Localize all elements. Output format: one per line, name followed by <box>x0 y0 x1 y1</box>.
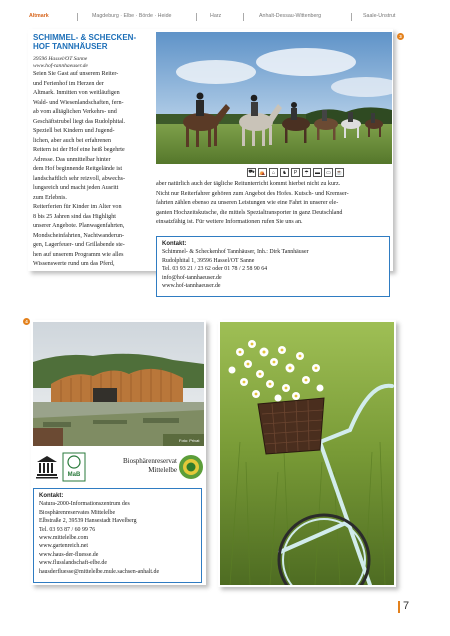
text-line: Geschäftstrubel liegt das Rudolphital. <box>33 118 126 125</box>
tent-icon: ⛺ <box>259 169 266 176</box>
title-line-1: SCHIMMEL- & SCHECKEN- <box>33 33 137 42</box>
car-icon: ⛟ <box>248 169 255 175</box>
building-photo <box>33 322 204 446</box>
nav-item-magdeburg[interactable]: Magdeburg · Elbe · Börde · Heide <box>92 13 172 19</box>
contact-label: Kontakt: <box>39 493 64 499</box>
contact-line: Biosphärenreservates Mittelelbe <box>39 509 116 516</box>
parking-icon: P <box>291 168 300 177</box>
biosphere-logo-text <box>105 457 177 475</box>
text-line: Nicht nur Reiterfahrer gehören zum Angebot des Hofes. Kutsch- und Kremser- <box>156 190 349 197</box>
house-icon: ⌂ <box>269 168 278 177</box>
umbrella-icon: ☂ <box>302 168 311 177</box>
text-line: Reiterferien für Kinder im Alter von <box>33 204 122 210</box>
title-line-2: HOF TANNHÄUSER <box>33 42 108 52</box>
logo-text-line-1: Biosphärenreservat <box>122 457 177 465</box>
text-line: zum Erlebnis. <box>33 194 67 201</box>
contact-box-tannhaeuser <box>156 236 390 297</box>
text-line: Reitern ist der Hof eine heiß begehrte <box>33 147 125 153</box>
text-line: Wald- und Wiesenlandschaften, fern- <box>33 99 124 106</box>
article-text-column-2 <box>156 180 392 228</box>
nav-separator <box>196 13 197 21</box>
mab-logo-icon <box>62 452 86 482</box>
text-line: Seien Sie Gast auf unserem Reiter- <box>33 71 119 77</box>
contact-line: www.haus-der-fluesse.de <box>39 551 99 558</box>
text-line: 8 bis 25 Jahren sind das Highlight <box>33 213 116 220</box>
nav-item-altmark[interactable]: Altmark <box>29 13 49 19</box>
contact-line: Schimmel- & Scheckenhof Tannhäuser, Inh.: Dirk Tannhäuser <box>162 249 309 256</box>
bed-icon: ▬ <box>315 169 320 176</box>
horse-riders-photo <box>156 32 392 164</box>
contact-line: info@hof-tannhaeuser.de <box>162 274 222 281</box>
text-line: Wissenswerte rund um das Pferd, <box>33 261 115 267</box>
contact-line: Elbstraße 2, 39539 Hansestadt Havelberg <box>39 518 137 525</box>
text-line: unserer Angebote. Planwagenfahrten, <box>33 223 125 229</box>
photo-credit: Foto: Privat <box>179 438 200 443</box>
text-line: lichen, aber auch bei erfahrenen <box>33 137 111 144</box>
text-line: Altmark. Inmitten von weitläufigen <box>33 90 120 96</box>
article-title <box>33 33 136 52</box>
contact-line: www.hof-tannhaeuser.de <box>162 283 221 290</box>
text-line: dem Hof beginnende Reitgelände ist <box>33 166 123 172</box>
unesco-logo-icon <box>34 454 60 480</box>
biosphere-logo-icon <box>178 454 204 480</box>
contact-line: Natura-2000-Informationszentrum des <box>39 501 130 508</box>
svg-text:MaB: MaB <box>67 472 81 478</box>
page-number: 7 <box>403 600 410 612</box>
bicycle-flowers-photo <box>220 322 394 585</box>
horse-icon: ♞ <box>280 168 289 177</box>
nav-item-anhalt[interactable]: Anhalt-Dessau-Wittenberg <box>259 13 322 19</box>
amenity-icons <box>247 168 344 177</box>
contact-line: www.gartenreich.net <box>39 543 89 550</box>
article-number-badge: 3 <box>397 33 404 40</box>
article-number-badge: 4 <box>23 318 30 325</box>
nav-separator <box>243 13 244 21</box>
contact-line: www.flusslandschaft-elbe.de <box>39 560 107 567</box>
page-number-marker <box>398 601 400 613</box>
contact-line: hausderfluesse@mittelelbe.mule.sachsen-anhalt.de <box>39 568 160 575</box>
contact-box-biosphere <box>33 488 202 583</box>
contact-line: Tel. 03 93 21 / 23 62 oder 01 78 / 2 58 90 64 <box>162 266 268 273</box>
coffee-icon: ☕ <box>336 169 343 176</box>
nav-separator <box>77 13 78 21</box>
logo-text-line-2: Mittelelbe <box>148 466 177 474</box>
nav-separator <box>351 13 352 21</box>
text-line: aber natürlich auch der tägliche Reitunterricht kommt hierbei nicht zu kurz. <box>156 181 341 187</box>
contact-line: Tel. 03 93 87 / 60 99 76 <box>39 526 96 533</box>
logo-row <box>33 450 204 484</box>
text-line: fahrten zählen ebenso zu unseren Leistungen wie eine Fahrt in unserer ele- <box>156 200 339 206</box>
article-address <box>33 56 88 70</box>
text-line: landschaftlich sehr reizvoll, abwechs- <box>33 175 126 182</box>
contact-label: Kontakt: <box>162 241 187 247</box>
website-line[interactable]: www.hof-tannhaeuser.de <box>33 63 88 69</box>
text-line: lungsreich und macht jeden Ausritt <box>33 185 119 191</box>
nav-item-saale-unstrut[interactable]: Saale-Unstrut <box>363 13 396 19</box>
region-navigation <box>0 0 450 26</box>
text-line: Adresse. Das unmittelbar hinter <box>33 156 111 163</box>
text-line: und Ferienhof im Herzen der <box>33 80 104 87</box>
contact-line: www.mittelelbe.com <box>39 535 89 542</box>
text-line: einsatzfähig ist. Für weitere Informationen rufen Sie uns an. <box>156 219 303 225</box>
text-line: gen, Lagerfeuer- und Grillabende ste- <box>33 242 125 248</box>
card-icon: ▭ <box>324 168 333 177</box>
contact-line: Rudolphital 1, 39596 Hassel/OT Sanne <box>162 257 255 264</box>
article-text-column-1 <box>33 70 153 270</box>
text-line: hen auf unserem Programm wie alles <box>33 251 124 258</box>
nav-item-harz[interactable]: Harz <box>210 13 222 19</box>
text-line: Speziell bei Kindern und Jugend- <box>33 128 115 134</box>
address-line: 39596 Hassel/OT Sanne <box>33 56 88 62</box>
text-line: ganten Hochzeitskutsche, die mittels Spezialtransporter in ganz Deutschland <box>156 209 343 216</box>
text-line: ab vom alltäglichen Verkehrs- und <box>33 109 117 115</box>
text-line: Mondscheinfahrten, Nachtwanderun- <box>33 232 125 239</box>
